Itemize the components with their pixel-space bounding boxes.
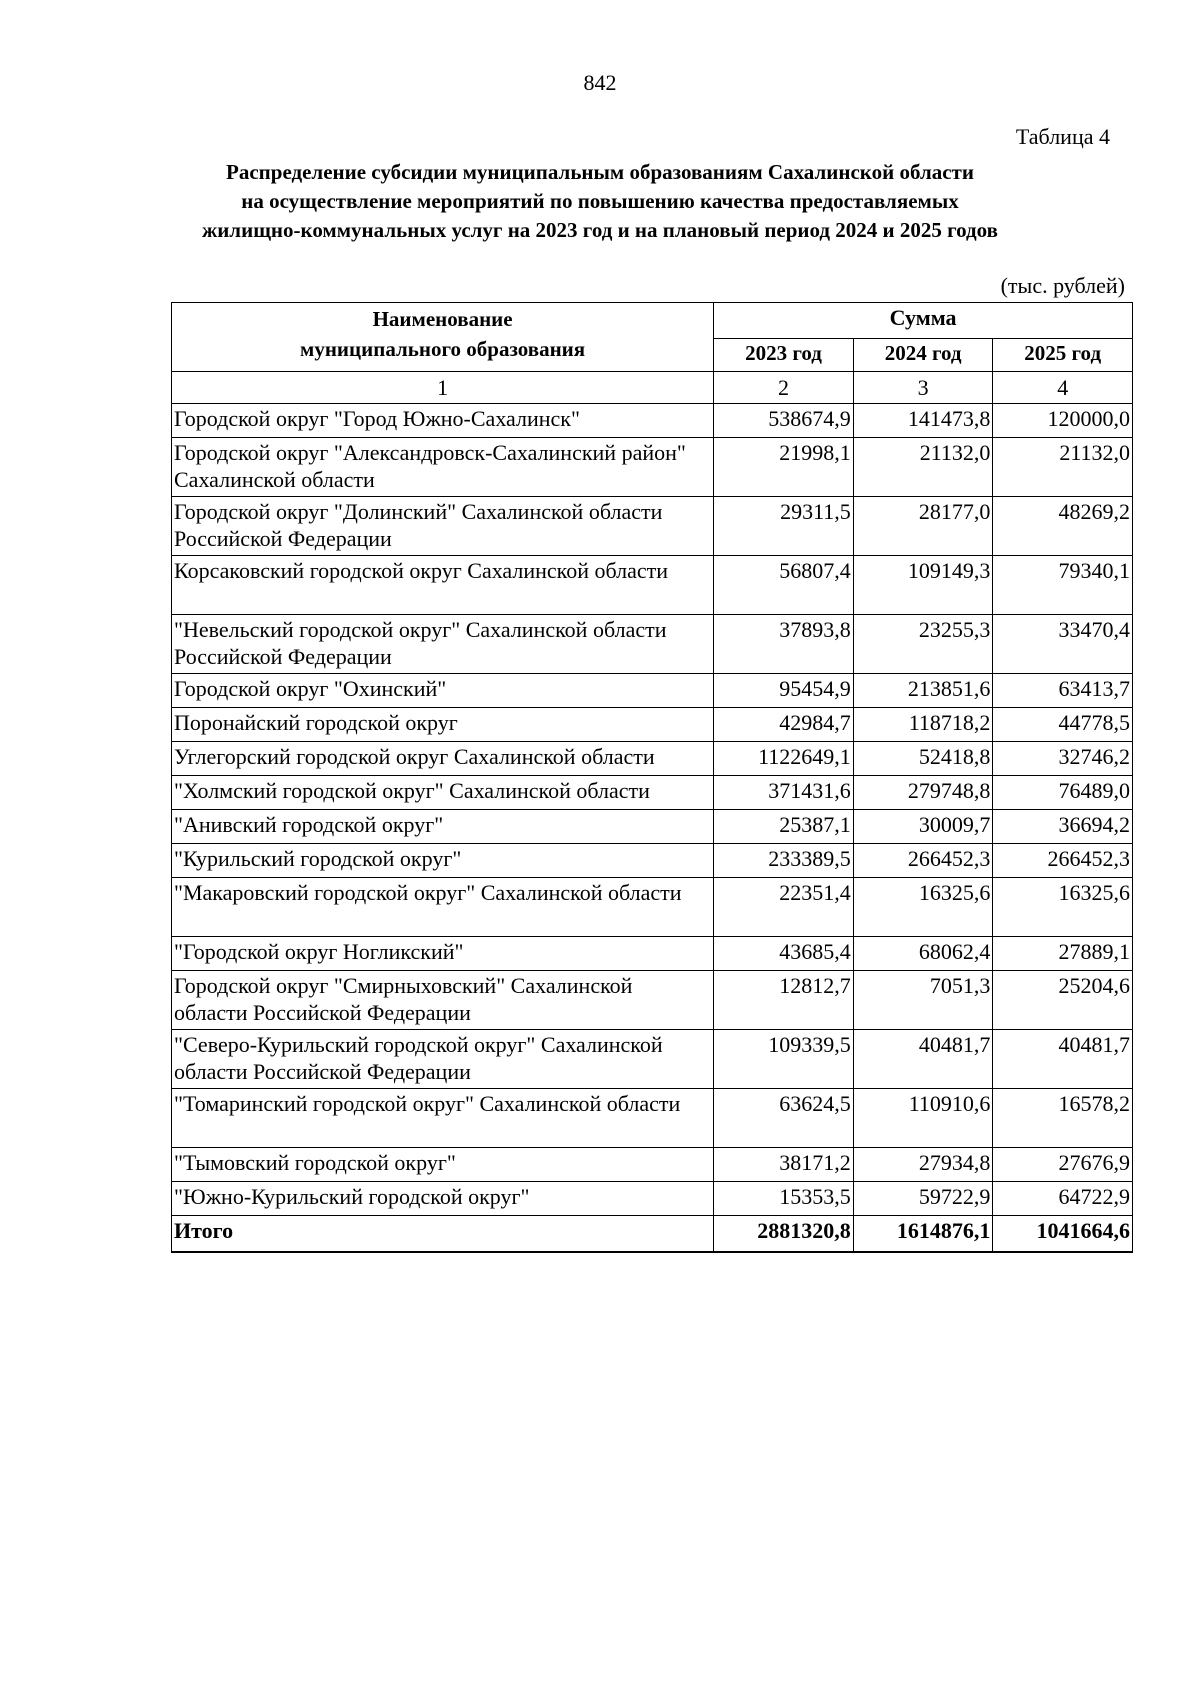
column-header-year: 2023 год: [714, 339, 854, 372]
municipality-name: "Анивский городской округ": [172, 810, 714, 844]
table-row: [172, 810, 1133, 844]
title-line: жилищно-коммунальных услуг на 2023 год и на плановый период 2024 и 2025 годов: [201, 218, 998, 242]
municipality-name: Городской округ "Долинский" Сахалинской области Российской Федерации: [172, 497, 714, 556]
municipality-name: Поронайский городской округ: [172, 708, 714, 742]
value-2023: 29311,5: [714, 497, 854, 556]
value-2023: 37893,8: [714, 615, 854, 674]
table-row: [172, 708, 1133, 742]
value-2025: 79340,1: [993, 556, 1133, 615]
municipality-name: Городской округ "Смирныховский" Сахалинской области Российской Федерации: [172, 971, 714, 1030]
value-2025: 44778,5: [993, 708, 1133, 742]
total-label: Итого: [172, 1216, 714, 1253]
table-row: [172, 674, 1133, 708]
column-header-name: [172, 303, 714, 372]
table-label: Таблица 4: [1015, 124, 1110, 149]
municipality-name: Городской округ "Город Южно-Сахалинск": [172, 404, 714, 438]
value-2023: 233389,5: [714, 844, 854, 878]
value-2025: 27676,9: [993, 1148, 1133, 1182]
value-2025: 266452,3: [993, 844, 1133, 878]
table-row: [172, 404, 1133, 438]
title-line: Распределение субсидии муниципальным образованиям Сахалинской области: [226, 160, 974, 184]
value-2025: 48269,2: [993, 497, 1133, 556]
value-2023: 56807,4: [714, 556, 854, 615]
units-note: (тыс. рублей): [1000, 273, 1125, 298]
value-2025: 40481,7: [993, 1030, 1133, 1089]
municipality-name: "Томаринский городской округ" Сахалинской области: [172, 1089, 714, 1148]
value-2024: 7051,3: [853, 971, 993, 1030]
table-row: [172, 438, 1133, 497]
value-2023: 25387,1: [714, 810, 854, 844]
table-row: [172, 844, 1133, 878]
value-2025: 21132,0: [993, 438, 1133, 497]
value-2023: 38171,2: [714, 1148, 854, 1182]
value-2023: 22351,4: [714, 878, 854, 937]
value-2024: 30009,7: [853, 810, 993, 844]
table-row: [172, 937, 1133, 971]
table-row: [172, 497, 1133, 556]
subsidy-table: [171, 302, 1133, 1253]
page-number: 842: [583, 70, 617, 95]
value-2023: 15353,5: [714, 1182, 854, 1216]
municipality-name: Городской округ "Александровск-Сахалинский район" Сахалинской области: [172, 438, 714, 497]
value-2024: 118718,2: [853, 708, 993, 742]
municipality-name: "Северо-Курильский городской округ" Сахалинской области Российской Федерации: [172, 1030, 714, 1089]
municipality-name: Городской округ "Охинский": [172, 674, 714, 708]
value-2024: 59722,9: [853, 1182, 993, 1216]
value-2023: 63624,5: [714, 1089, 854, 1148]
municipality-name: "Городской округ Ногликский": [172, 937, 714, 971]
column-header-year: 2024 год: [853, 339, 993, 372]
table-row: [172, 1030, 1133, 1089]
value-2024: 266452,3: [853, 844, 993, 878]
column-index: 4: [993, 372, 1133, 404]
table-row: [172, 971, 1133, 1030]
municipality-name: "Южно-Курильский городской округ": [172, 1182, 714, 1216]
table-row: [172, 878, 1133, 937]
total-value-2023: 2881320,8: [714, 1216, 854, 1253]
total-value-2024: 1614876,1: [853, 1216, 993, 1253]
value-2024: 110910,6: [853, 1089, 993, 1148]
value-2023: 1122649,1: [714, 742, 854, 776]
value-2025: 120000,0: [993, 404, 1133, 438]
value-2024: 27934,8: [853, 1148, 993, 1182]
value-2025: 63413,7: [993, 674, 1133, 708]
table-body: [172, 404, 1133, 1253]
value-2023: 42984,7: [714, 708, 854, 742]
municipality-name: "Холмский городской округ" Сахалинской области: [172, 776, 714, 810]
value-2024: 109149,3: [853, 556, 993, 615]
value-2023: 43685,4: [714, 937, 854, 971]
value-2024: 21132,0: [853, 438, 993, 497]
municipality-name: "Невельский городской округ" Сахалинской области Российской Федерации: [172, 615, 714, 674]
column-header-name-line: Наименование: [372, 307, 513, 331]
value-2024: 213851,6: [853, 674, 993, 708]
value-2025: 64722,9: [993, 1182, 1133, 1216]
value-2023: 21998,1: [714, 438, 854, 497]
value-2025: 16578,2: [993, 1089, 1133, 1148]
value-2024: 52418,8: [853, 742, 993, 776]
table-row: [172, 1148, 1133, 1182]
municipality-name: Углегорский городской округ Сахалинской области: [172, 742, 714, 776]
value-2024: 23255,3: [853, 615, 993, 674]
column-index: 3: [853, 372, 993, 404]
value-2025: 27889,1: [993, 937, 1133, 971]
value-2024: 279748,8: [853, 776, 993, 810]
value-2025: 76489,0: [993, 776, 1133, 810]
value-2023: 371431,6: [714, 776, 854, 810]
value-2025: 25204,6: [993, 971, 1133, 1030]
value-2024: 28177,0: [853, 497, 993, 556]
table-row: [172, 1182, 1133, 1216]
value-2023: 109339,5: [714, 1030, 854, 1089]
value-2024: 68062,4: [853, 937, 993, 971]
value-2024: 141473,8: [853, 404, 993, 438]
column-index: 2: [714, 372, 854, 404]
table-row: [172, 776, 1133, 810]
table-row: [172, 556, 1133, 615]
value-2025: 16325,6: [993, 878, 1133, 937]
title-line: на осуществление мероприятий по повышению качества предоставляемых: [241, 189, 959, 213]
municipality-name: Корсаковский городской округ Сахалинской области: [172, 556, 714, 615]
table-row: [172, 615, 1133, 674]
value-2025: 36694,2: [993, 810, 1133, 844]
municipality-name: "Курильский городской округ": [172, 844, 714, 878]
document-title: [100, 158, 1100, 245]
value-2024: 40481,7: [853, 1030, 993, 1089]
total-value-2025: 1041664,6: [993, 1216, 1133, 1253]
value-2023: 538674,9: [714, 404, 854, 438]
table-row: [172, 1089, 1133, 1148]
column-header-sum: Сумма: [714, 303, 1133, 339]
column-index: 1: [172, 372, 714, 404]
value-2025: 32746,2: [993, 742, 1133, 776]
table-row: [172, 742, 1133, 776]
value-2023: 95454,9: [714, 674, 854, 708]
column-header-name-line: муниципального образования: [300, 337, 586, 361]
value-2025: 33470,4: [993, 615, 1133, 674]
municipality-name: "Тымовский городской округ": [172, 1148, 714, 1182]
value-2023: 12812,7: [714, 971, 854, 1030]
municipality-name: "Макаровский городской округ" Сахалинской области: [172, 878, 714, 937]
value-2024: 16325,6: [853, 878, 993, 937]
total-row: [172, 1216, 1133, 1253]
column-header-year: 2025 год: [993, 339, 1133, 372]
